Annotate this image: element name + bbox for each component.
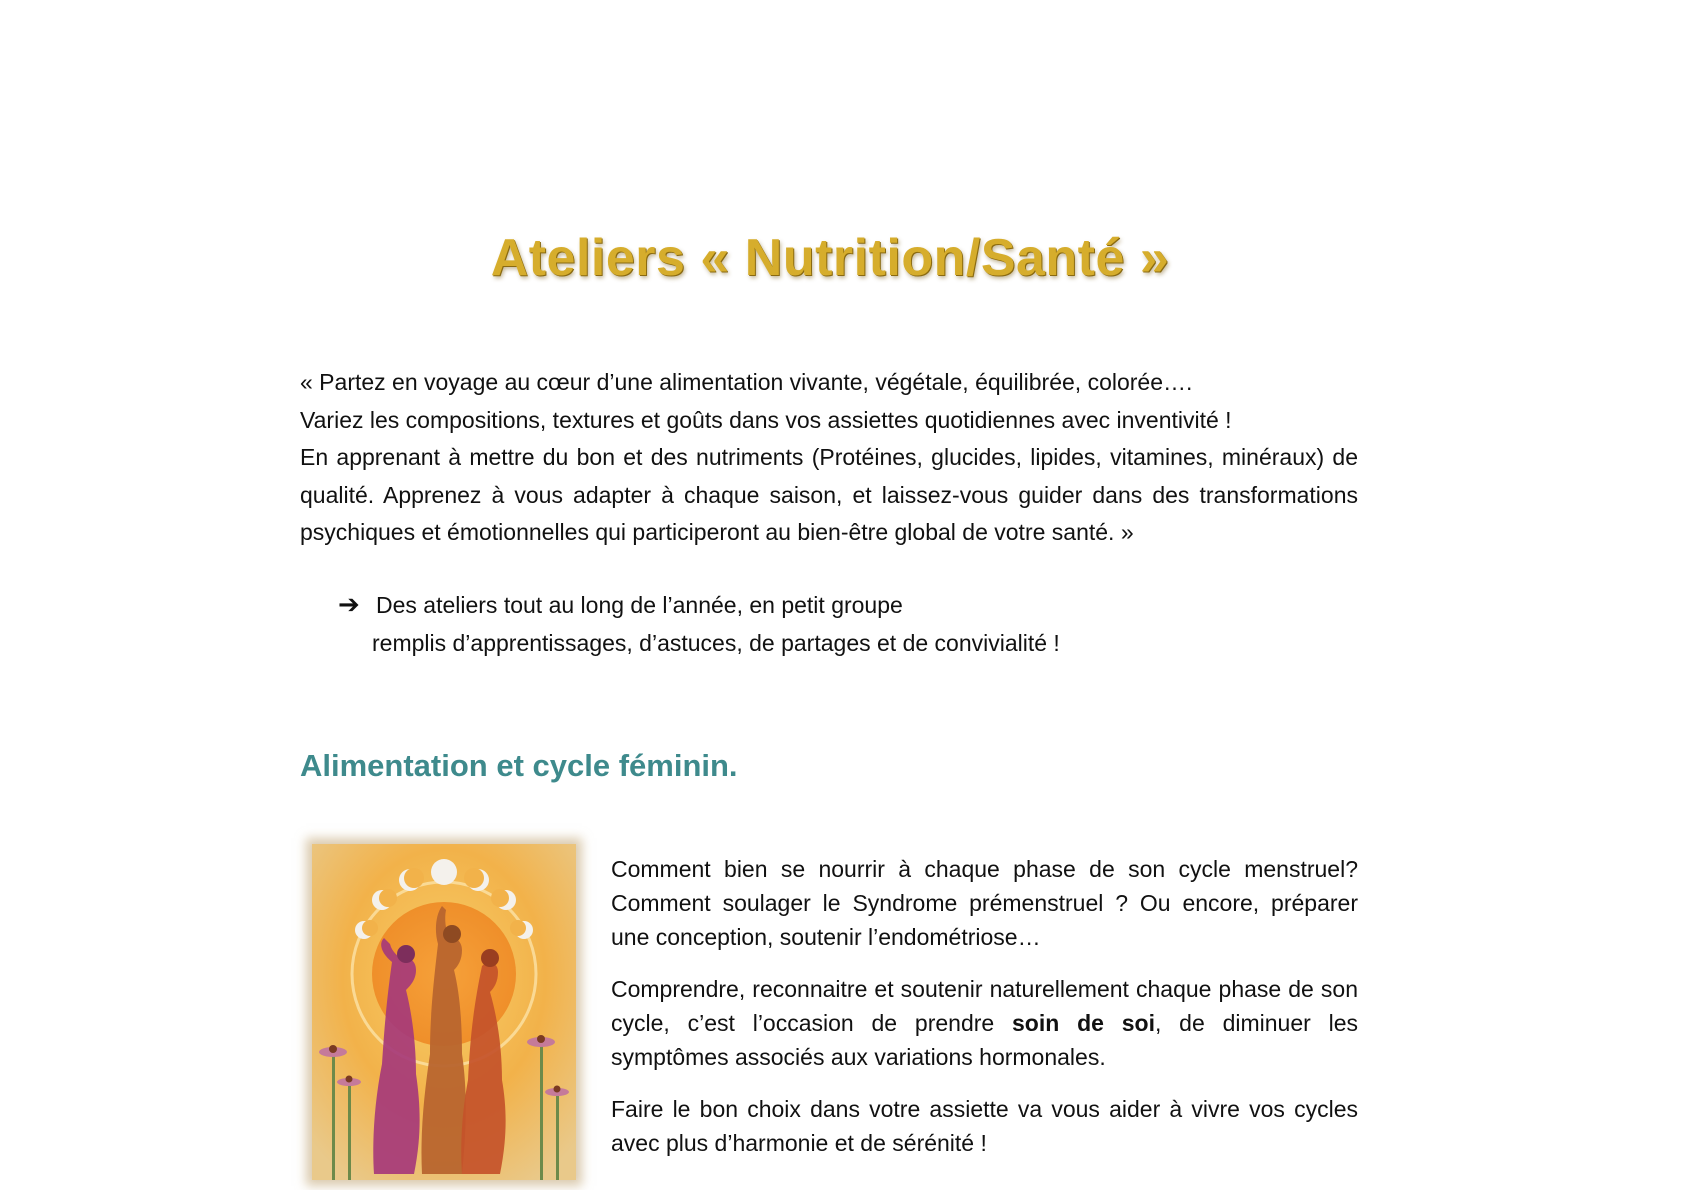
section-paragraph-2-emphasis: soin de soi [1012,1010,1155,1036]
intro-paragraph: En apprenant à mettre du bon et des nutriments (Protéines, glucides, lipides, vitamines, minéraux) de qualité. Apprenez à vous adapter à chaque saison, et laissez-vous guider dans des transformations psychiques et émotionnelles qui participeront au bien-être global de votre santé. » [300,444,1358,545]
section-heading: Alimentation et cycle féminin. [300,748,738,783]
arrow-right-icon: ➔ [338,589,360,619]
section-paragraph-2-start: Comprendre, reconnaitre et soutenir naturellement chaque phase de son cycle, c’est l’occasion de prendre [611,976,1358,1036]
bullet-item [338,586,1060,662]
intro-block [300,364,1358,552]
intro-line-1: « Partez en voyage au cœur d’une alimentation vivante, végétale, équilibrée, colorée…. [300,369,1193,395]
intro-line-2: Variez les compositions, textures et goûts dans vos assiettes quotidiennes avec inventivité ! [300,406,1232,433]
section-body [611,852,1358,1178]
section-paragraph-3: Faire le bon choix dans votre assiette va vous aider à vivre vos cycles avec plus d’harmonie et de sérénité ! [611,1096,1358,1156]
women-moon-cycle-illustration [312,844,576,1180]
section-paragraph-2-end: , de diminuer les symptômes associés aux variations hormonales. [611,1010,1358,1070]
bullet-line-1: Des ateliers tout au long de l’année, en petit groupe [376,592,903,618]
bullet-line-2: remplis d’apprentissages, d’astuces, de partages et de convivialité ! [372,629,1060,656]
section-paragraph-1: Comment bien se nourrir à chaque phase de son cycle menstruel? Comment soulager le Syndrome prémenstruel ? Ou encore, préparer une conception, soutenir l’endométriose… [611,856,1358,950]
section-paragraph-2 [611,972,1358,1074]
page-title: Ateliers « Nutrition/Santé » [490,229,1170,287]
